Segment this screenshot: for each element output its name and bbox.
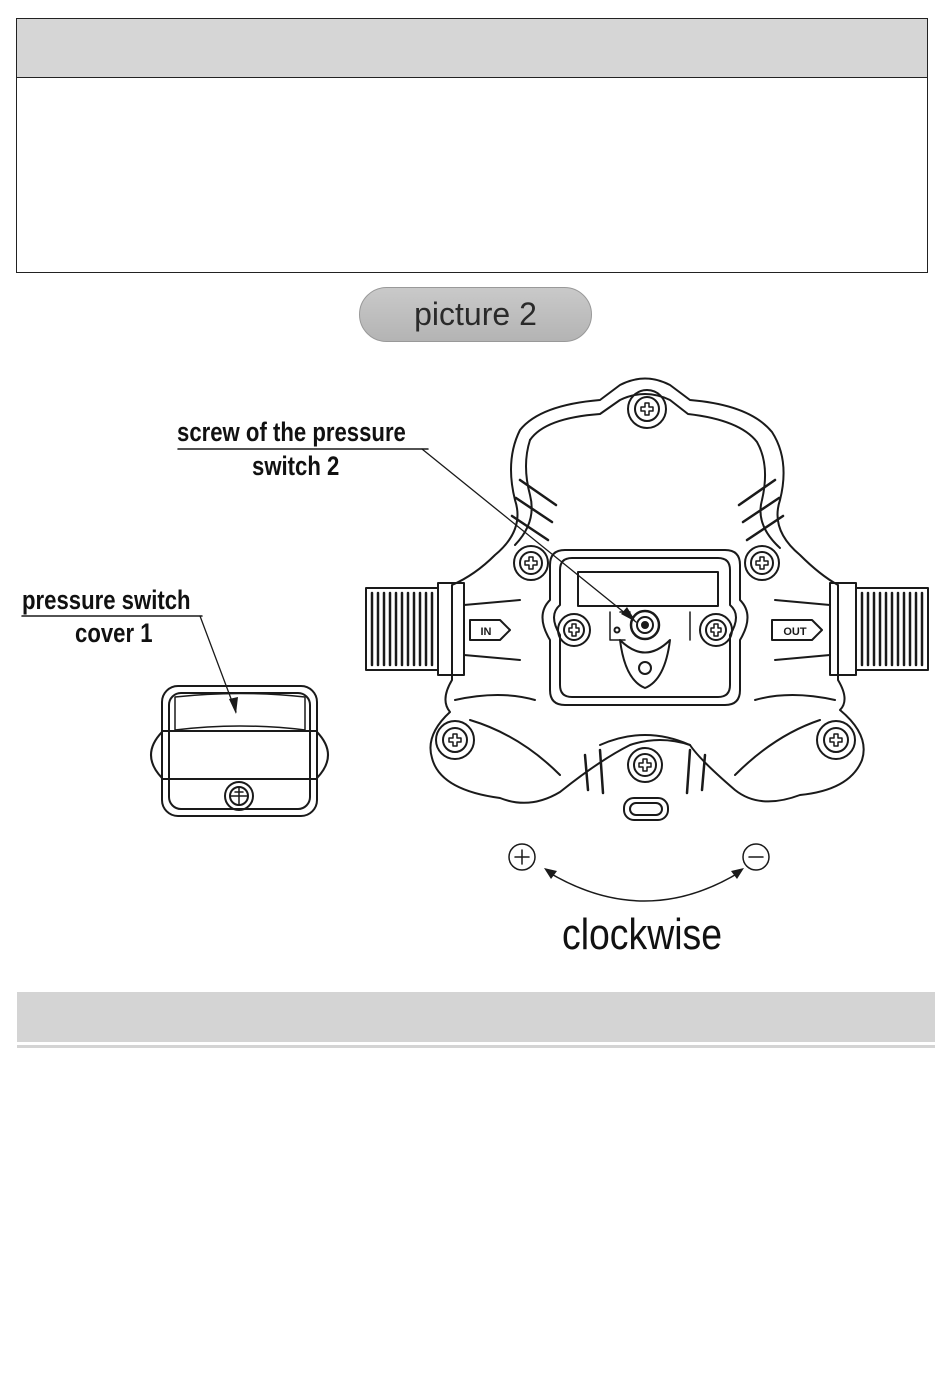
section-divider	[17, 1045, 935, 1048]
screw-leader-line	[422, 449, 636, 622]
pressure-switch-screw	[631, 611, 659, 639]
rotation-arc	[548, 872, 740, 901]
cover-leader-line	[200, 616, 236, 712]
cover-label-line2: cover 1	[75, 618, 153, 648]
arrowhead-left-icon	[544, 868, 557, 879]
pressure-switch-cover	[151, 686, 328, 816]
outlet-label: OUT	[783, 626, 807, 638]
cover-leader-arrowhead	[229, 697, 238, 714]
arrowhead-right-icon	[731, 868, 744, 879]
housing-screws	[436, 390, 855, 782]
direction-label: clockwise	[562, 910, 723, 959]
picture-badge: picture 2	[359, 287, 592, 342]
screw-leader-arrowhead	[621, 607, 636, 622]
cover-label-line1: pressure switch	[22, 585, 191, 615]
inlet-label: IN	[480, 626, 492, 638]
screw-label-line1: screw of the pressure	[177, 417, 406, 447]
screw-label-line2: switch 2	[252, 451, 340, 481]
section-header-bar	[17, 992, 935, 1042]
minus-icon	[743, 844, 769, 870]
inlet-port	[366, 583, 520, 675]
plus-icon	[509, 844, 535, 870]
